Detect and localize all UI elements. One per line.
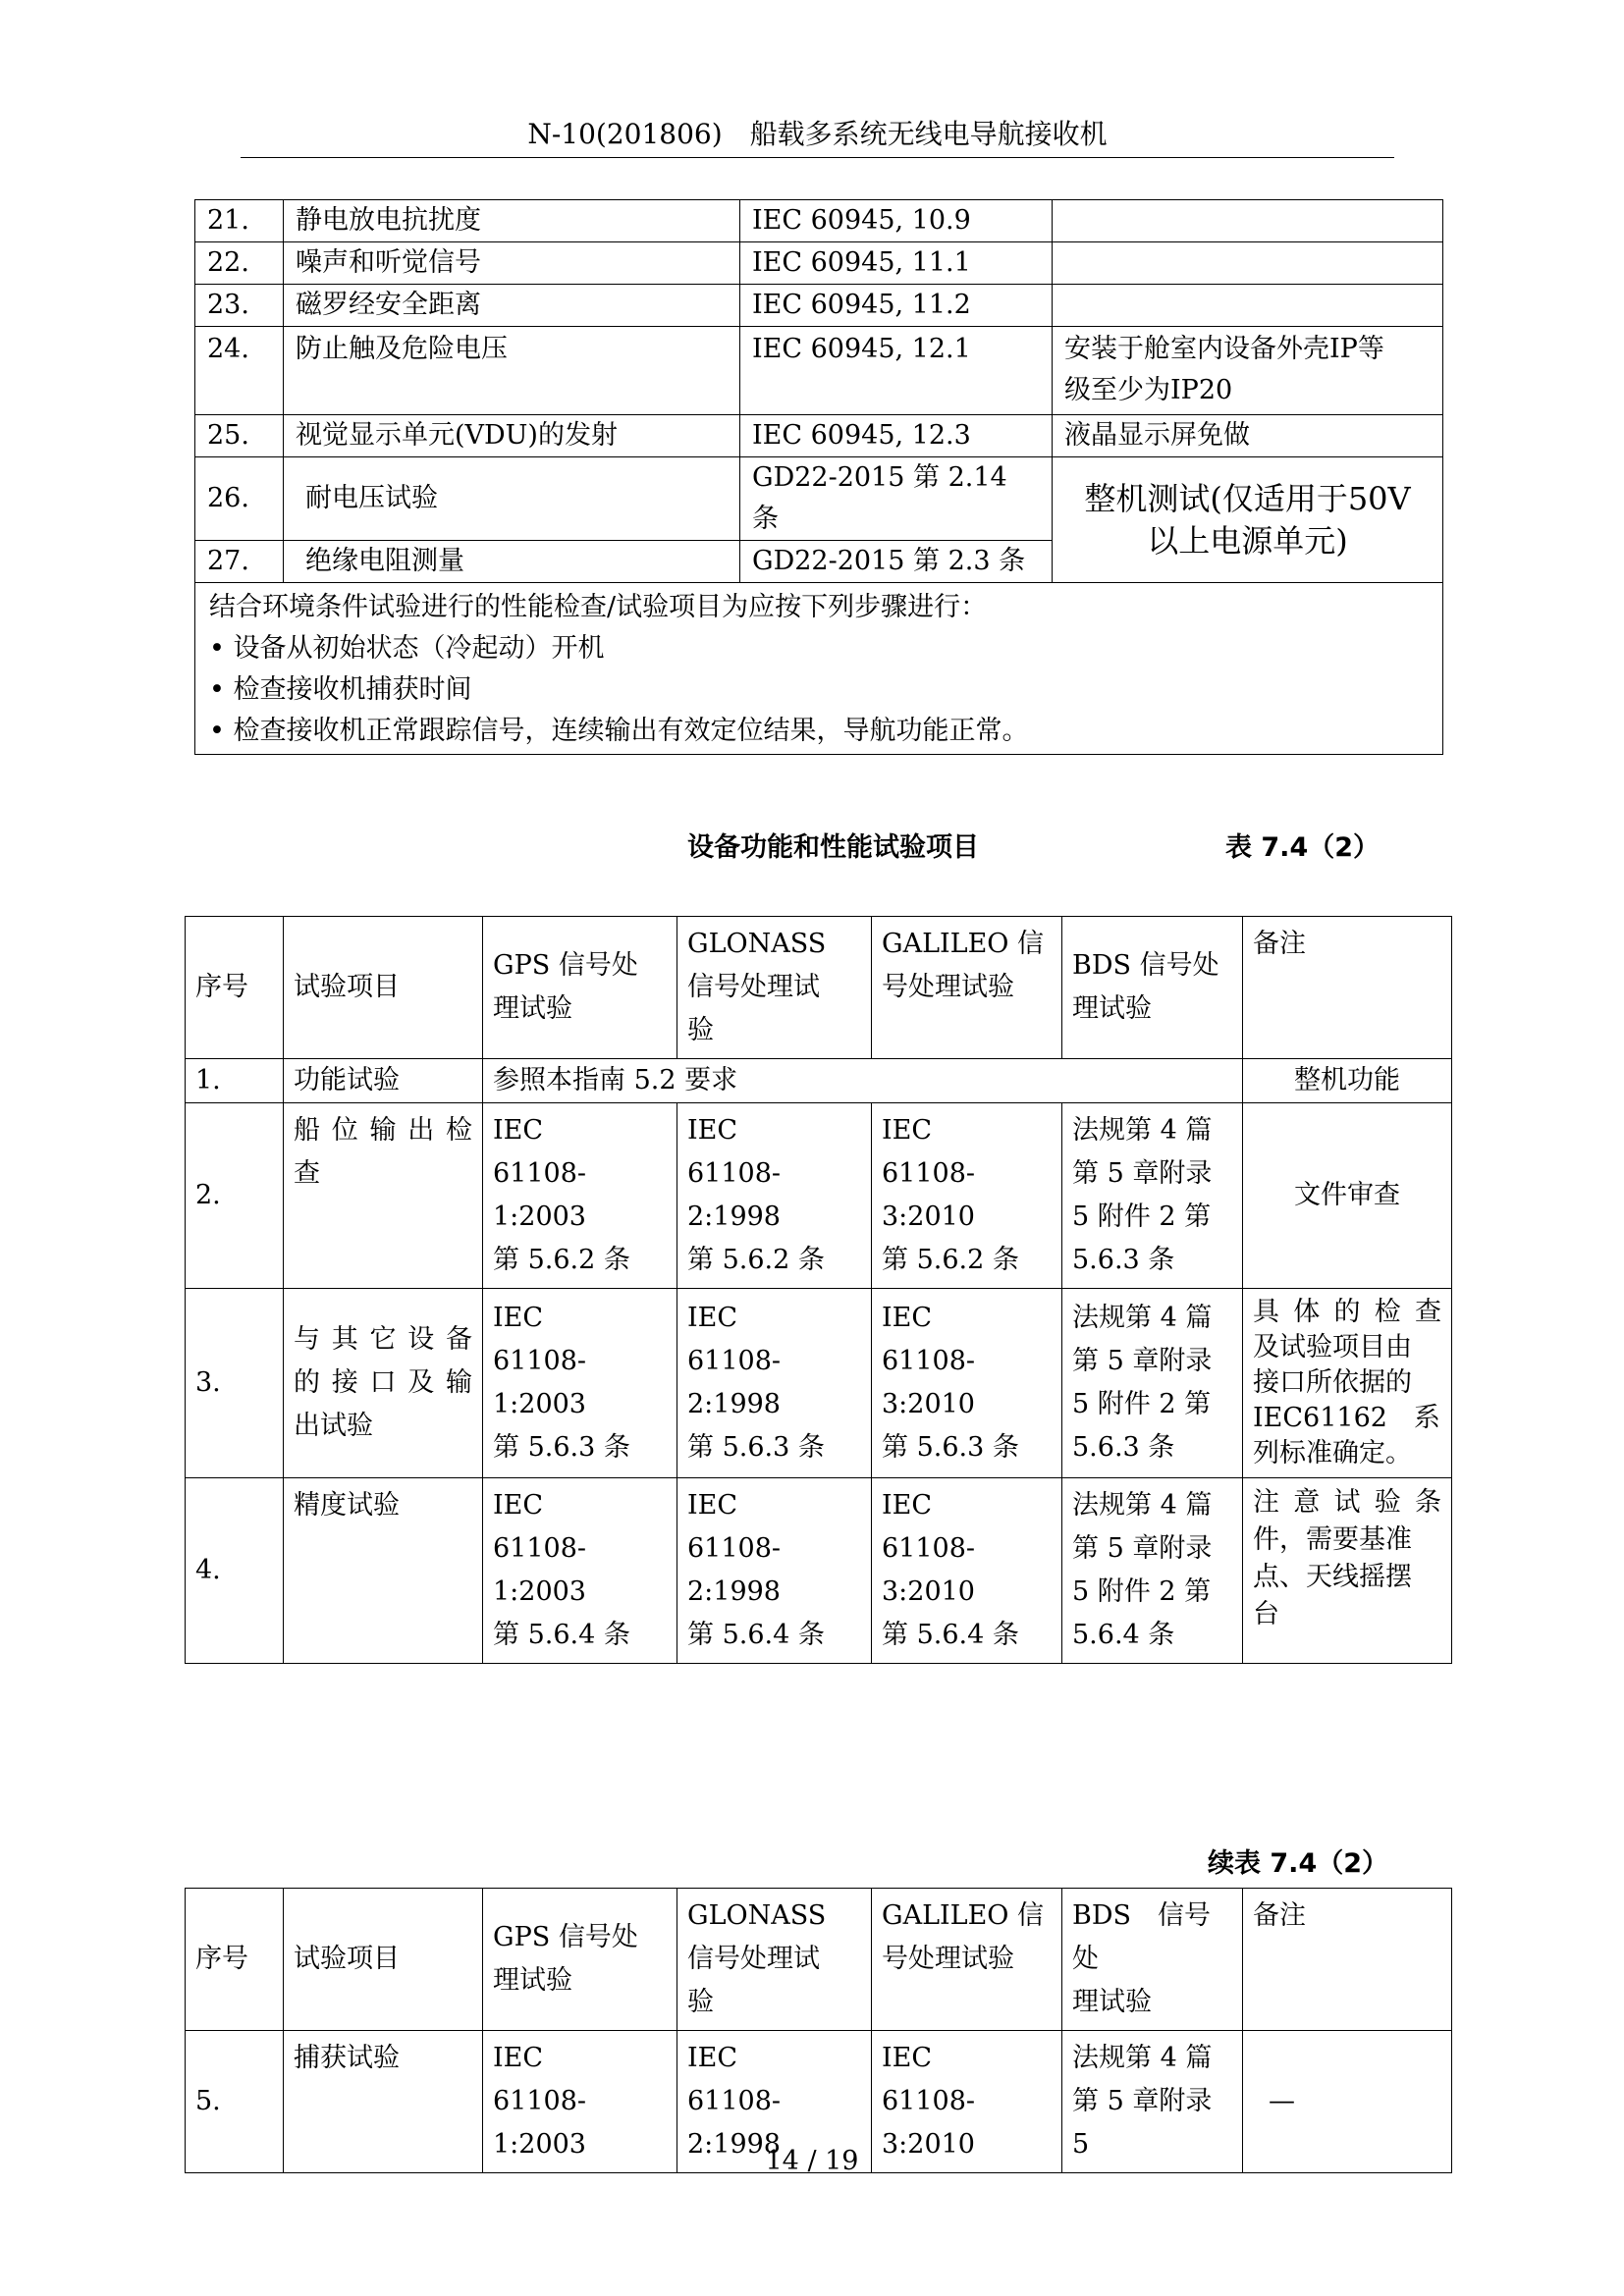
std-line: 第 5.6.2 条 <box>687 1245 825 1275</box>
row-number: 26. <box>195 457 284 541</box>
test-item: 精度试验 <box>284 1478 483 1664</box>
std-line: 61108-2:1998 <box>687 1533 782 1607</box>
table-row <box>195 457 1443 541</box>
std-line: IEC <box>493 1303 544 1333</box>
std-line: 法规第 4 篇 <box>1072 2043 1213 2073</box>
item-line: 船位输出检 <box>294 1115 472 1146</box>
glonass-standard <box>677 1103 872 1289</box>
bds-standard <box>1062 1103 1243 1289</box>
std-line: 第 5.6.4 条 <box>882 1620 1019 1650</box>
remark-line: 点、天线摇摆 <box>1253 1562 1412 1592</box>
std-line: 5 附件 2 第 <box>1072 1389 1212 1419</box>
std-line: 第 5.6.2 条 <box>493 1245 630 1275</box>
std-line: 5.6.3 条 <box>1072 1245 1175 1275</box>
header-line: 信号处理试 <box>687 972 820 1002</box>
std-line: IEC <box>882 1115 933 1146</box>
remark-line: 注意试验条 <box>1253 1487 1441 1518</box>
galileo-standard <box>872 1478 1062 1664</box>
function-performance-table-continued <box>185 1888 1452 2173</box>
table-caption-title: 设备功能和性能试验项目 <box>687 832 979 863</box>
note-line: 安装于舱室内设备外壳IP等 <box>1064 334 1384 364</box>
std-line: 5 附件 2 第 <box>1072 1576 1212 1607</box>
std-line: IEC <box>687 1303 738 1333</box>
std-line: IEC <box>493 1490 544 1521</box>
gps-standard <box>483 1478 677 1664</box>
std-line: 第 5 章附录 <box>1072 1533 1213 1564</box>
std-line: 第 5.6.3 条 <box>493 1432 630 1463</box>
header-line: 验 <box>687 1987 714 2017</box>
table-header-row <box>186 1889 1452 2031</box>
galileo-standard <box>872 1289 1062 1478</box>
page-header: N-10(201806) 船载多系统无线电导航接收机 <box>527 118 1108 150</box>
test-item: 防止触及危险电压 <box>284 327 740 415</box>
row-number: 27. <box>195 541 284 583</box>
std-line: 61108-3:2010 <box>882 1346 976 1419</box>
test-item: 静电放电抗扰度 <box>284 200 740 242</box>
std-line: 61108-2:1998 <box>687 2086 782 2160</box>
header-line: BDS 信号处 <box>1072 950 1219 981</box>
bds-standard <box>1062 1289 1243 1478</box>
environment-test-table <box>194 199 1443 755</box>
header-bds <box>1062 917 1243 1059</box>
table-row <box>186 1478 1452 1664</box>
table-row <box>186 1289 1452 1478</box>
std-line: 第 5.6.4 条 <box>687 1620 825 1650</box>
header-line: GPS 信号处 <box>493 950 638 981</box>
header-galileo <box>872 1889 1062 2031</box>
merged-test-note <box>1053 457 1443 583</box>
table-row <box>186 1059 1452 1103</box>
std-line: 5 附件 2 第 <box>1072 1201 1212 1232</box>
header-line: GLONASS <box>687 1900 827 1931</box>
std-line: 5.6.3 条 <box>1072 1432 1175 1463</box>
header-gps <box>483 1889 677 2031</box>
std-line: 第 5.6.3 条 <box>882 1432 1019 1463</box>
row-number: 2. <box>186 1103 284 1289</box>
table-number: 表 7.4（2） <box>1225 832 1380 863</box>
std-line: 第 5 章附录 <box>1072 1158 1213 1189</box>
table-row <box>186 1103 1452 1289</box>
std-line: 61108-1:2003 <box>493 1346 587 1419</box>
std-line: 第 5.6.2 条 <box>882 1245 1019 1275</box>
row-number: 4. <box>186 1478 284 1664</box>
header-line: 理试验 <box>1072 993 1152 1024</box>
gps-standard <box>483 1103 677 1289</box>
std-line: 61108-2:1998 <box>687 1158 782 1232</box>
std-line: IEC <box>687 1115 738 1146</box>
note-line: 级至少为IP20 <box>1064 375 1233 405</box>
header-line: BDS 信号处 <box>1072 1900 1211 1974</box>
header-line: GLONASS <box>687 929 827 959</box>
test-item <box>284 1103 483 1289</box>
std-line: IEC <box>493 1115 544 1146</box>
test-note <box>1053 327 1443 415</box>
procedure-intro: 结合环境条件试验进行的性能检查/试验项目为应按下列步骤进行： <box>209 592 988 622</box>
note-line: 以上电源单元) <box>1147 521 1348 560</box>
procedure-step: • 设备从初始状态（冷起动）开机 <box>209 628 1429 669</box>
header-bds <box>1062 1889 1243 2031</box>
table-note-row <box>195 583 1443 755</box>
header-rule <box>241 157 1394 158</box>
remark-line: 列标准确定。 <box>1253 1438 1412 1468</box>
row-number: 23. <box>195 285 284 327</box>
header-line: 信号处理试 <box>687 1944 820 1974</box>
test-remark <box>1243 1289 1452 1478</box>
glonass-standard <box>677 1478 872 1664</box>
std-line: 61108-3:2010 <box>882 2086 976 2160</box>
std-line: 第 5.6.4 条 <box>493 1620 630 1650</box>
test-item: 耐电压试验 <box>284 457 740 541</box>
item-line: 与其它设备 <box>294 1324 472 1355</box>
continued-table-number: 续表 7.4（2） <box>1208 1848 1389 1879</box>
item-line: 查 <box>294 1158 320 1189</box>
procedure-note <box>195 583 1443 755</box>
table-header-row <box>186 917 1452 1059</box>
table-row <box>195 200 1443 242</box>
bds-standard <box>1062 1478 1243 1664</box>
test-requirement: 参照本指南 5.2 要求 <box>483 1059 1243 1103</box>
remark-line: 台 <box>1253 1599 1279 1629</box>
test-standard: IEC 60945, 10.9 <box>740 200 1053 242</box>
galileo-standard <box>872 1103 1062 1289</box>
std-line: 61108-2:1998 <box>687 1346 782 1419</box>
test-standard: IEC 60945, 11.1 <box>740 242 1053 285</box>
test-remark <box>1243 1478 1452 1664</box>
header-line: GPS 信号处 <box>493 1922 638 1952</box>
std-line: IEC <box>882 1490 933 1521</box>
header-line: 号处理试验 <box>882 1944 1014 1974</box>
table-row <box>195 285 1443 327</box>
std-line: 法规第 4 篇 <box>1072 1303 1213 1333</box>
std-line: 61108-3:2010 <box>882 1158 976 1232</box>
header-no: 序号 <box>186 1889 284 2031</box>
header-line: 验 <box>687 1015 714 1045</box>
page-number: 14 / 19 <box>765 2146 859 2176</box>
std-line: 61108-1:2003 <box>493 2086 587 2160</box>
header-glonass <box>677 917 872 1059</box>
row-number: 22. <box>195 242 284 285</box>
table-row <box>195 242 1443 285</box>
procedure-step: • 检查接收机正常跟踪信号，连续输出有效定位结果，导航功能正常。 <box>209 711 1429 752</box>
remark-line: 具体的检查 <box>1253 1297 1441 1327</box>
test-standard: IEC 60945, 12.1 <box>740 327 1053 415</box>
std-line: 第 5.6.3 条 <box>687 1432 825 1463</box>
note-line: 整机测试(仅适用于50V <box>1084 479 1411 517</box>
test-remark: — <box>1243 2031 1452 2173</box>
std-line: IEC <box>882 1303 933 1333</box>
header-line: 理试验 <box>493 1965 572 1996</box>
header-line: GALILEO 信 <box>882 1900 1045 1931</box>
std-line: 61108-1:2003 <box>493 1158 587 1232</box>
test-standard: GD22-2015 第 2.3 条 <box>740 541 1053 583</box>
std-line: 法规第 4 篇 <box>1072 1115 1213 1146</box>
item-line: 出试验 <box>294 1411 373 1441</box>
header-gps <box>483 917 677 1059</box>
test-note <box>1053 242 1443 285</box>
row-number: 25. <box>195 415 284 457</box>
test-standard: GD22-2015 第 2.14 条 <box>740 457 1053 541</box>
row-number: 24. <box>195 327 284 415</box>
header-line: 理试验 <box>1072 1987 1152 2017</box>
header-no: 序号 <box>186 917 284 1059</box>
glonass-standard <box>677 1289 872 1478</box>
test-note <box>1053 285 1443 327</box>
table-row <box>195 415 1443 457</box>
row-number: 3. <box>186 1289 284 1478</box>
test-item <box>284 1289 483 1478</box>
std-line: 61108-3:2010 <box>882 1533 976 1607</box>
procedure-step: • 检查接收机捕获时间 <box>209 669 1429 711</box>
header-remark: 备注 <box>1243 917 1452 1059</box>
std-line: IEC <box>687 2043 738 2073</box>
test-standard: IEC 60945, 12.3 <box>740 415 1053 457</box>
header-item: 试验项目 <box>284 1889 483 2031</box>
std-line: 第 5 章附录 <box>1072 1346 1213 1376</box>
header-line: 号处理试验 <box>882 972 1014 1002</box>
std-line: IEC <box>493 2043 544 2073</box>
test-remark: 整机功能 <box>1243 1059 1452 1103</box>
std-line: 5.6.4 条 <box>1072 1620 1175 1650</box>
header-line: GALILEO 信 <box>882 929 1045 959</box>
header-glonass <box>677 1889 872 2031</box>
test-remark: 文件审查 <box>1243 1103 1452 1289</box>
row-number: 1. <box>186 1059 284 1103</box>
header-item: 试验项目 <box>284 917 483 1059</box>
function-performance-table <box>185 916 1452 1664</box>
remark-line: IEC61162 系 <box>1253 1403 1440 1433</box>
test-item: 绝缘电阻测量 <box>284 541 740 583</box>
remark-line: 接口所依据的 <box>1253 1367 1412 1398</box>
header-galileo <box>872 917 1062 1059</box>
item-line: 的接口及输 <box>294 1367 472 1398</box>
remark-line: 及试验项目由 <box>1253 1332 1412 1362</box>
header-line: 理试验 <box>493 993 572 1024</box>
std-line: 法规第 4 篇 <box>1072 1490 1213 1521</box>
header-remark: 备注 <box>1243 1889 1452 2031</box>
row-number: 21. <box>195 200 284 242</box>
row-number: 5. <box>186 2031 284 2173</box>
std-line: IEC <box>882 2043 933 2073</box>
test-item: 功能试验 <box>284 1059 483 1103</box>
std-line: 61108-1:2003 <box>493 1533 587 1607</box>
test-item: 捕获试验 <box>284 2031 483 2173</box>
test-item: 视觉显示单元(VDU)的发射 <box>284 415 740 457</box>
remark-line: 件，需要基准 <box>1253 1524 1412 1555</box>
test-note <box>1053 200 1443 242</box>
test-note: 液晶显示屏免做 <box>1053 415 1443 457</box>
test-item: 磁罗经安全距离 <box>284 285 740 327</box>
std-line: 第 5 章附录 5 <box>1072 2086 1213 2160</box>
test-item: 噪声和听觉信号 <box>284 242 740 285</box>
test-standard: IEC 60945, 11.2 <box>740 285 1053 327</box>
gps-standard <box>483 1289 677 1478</box>
std-line: IEC <box>687 1490 738 1521</box>
table-row <box>195 327 1443 415</box>
